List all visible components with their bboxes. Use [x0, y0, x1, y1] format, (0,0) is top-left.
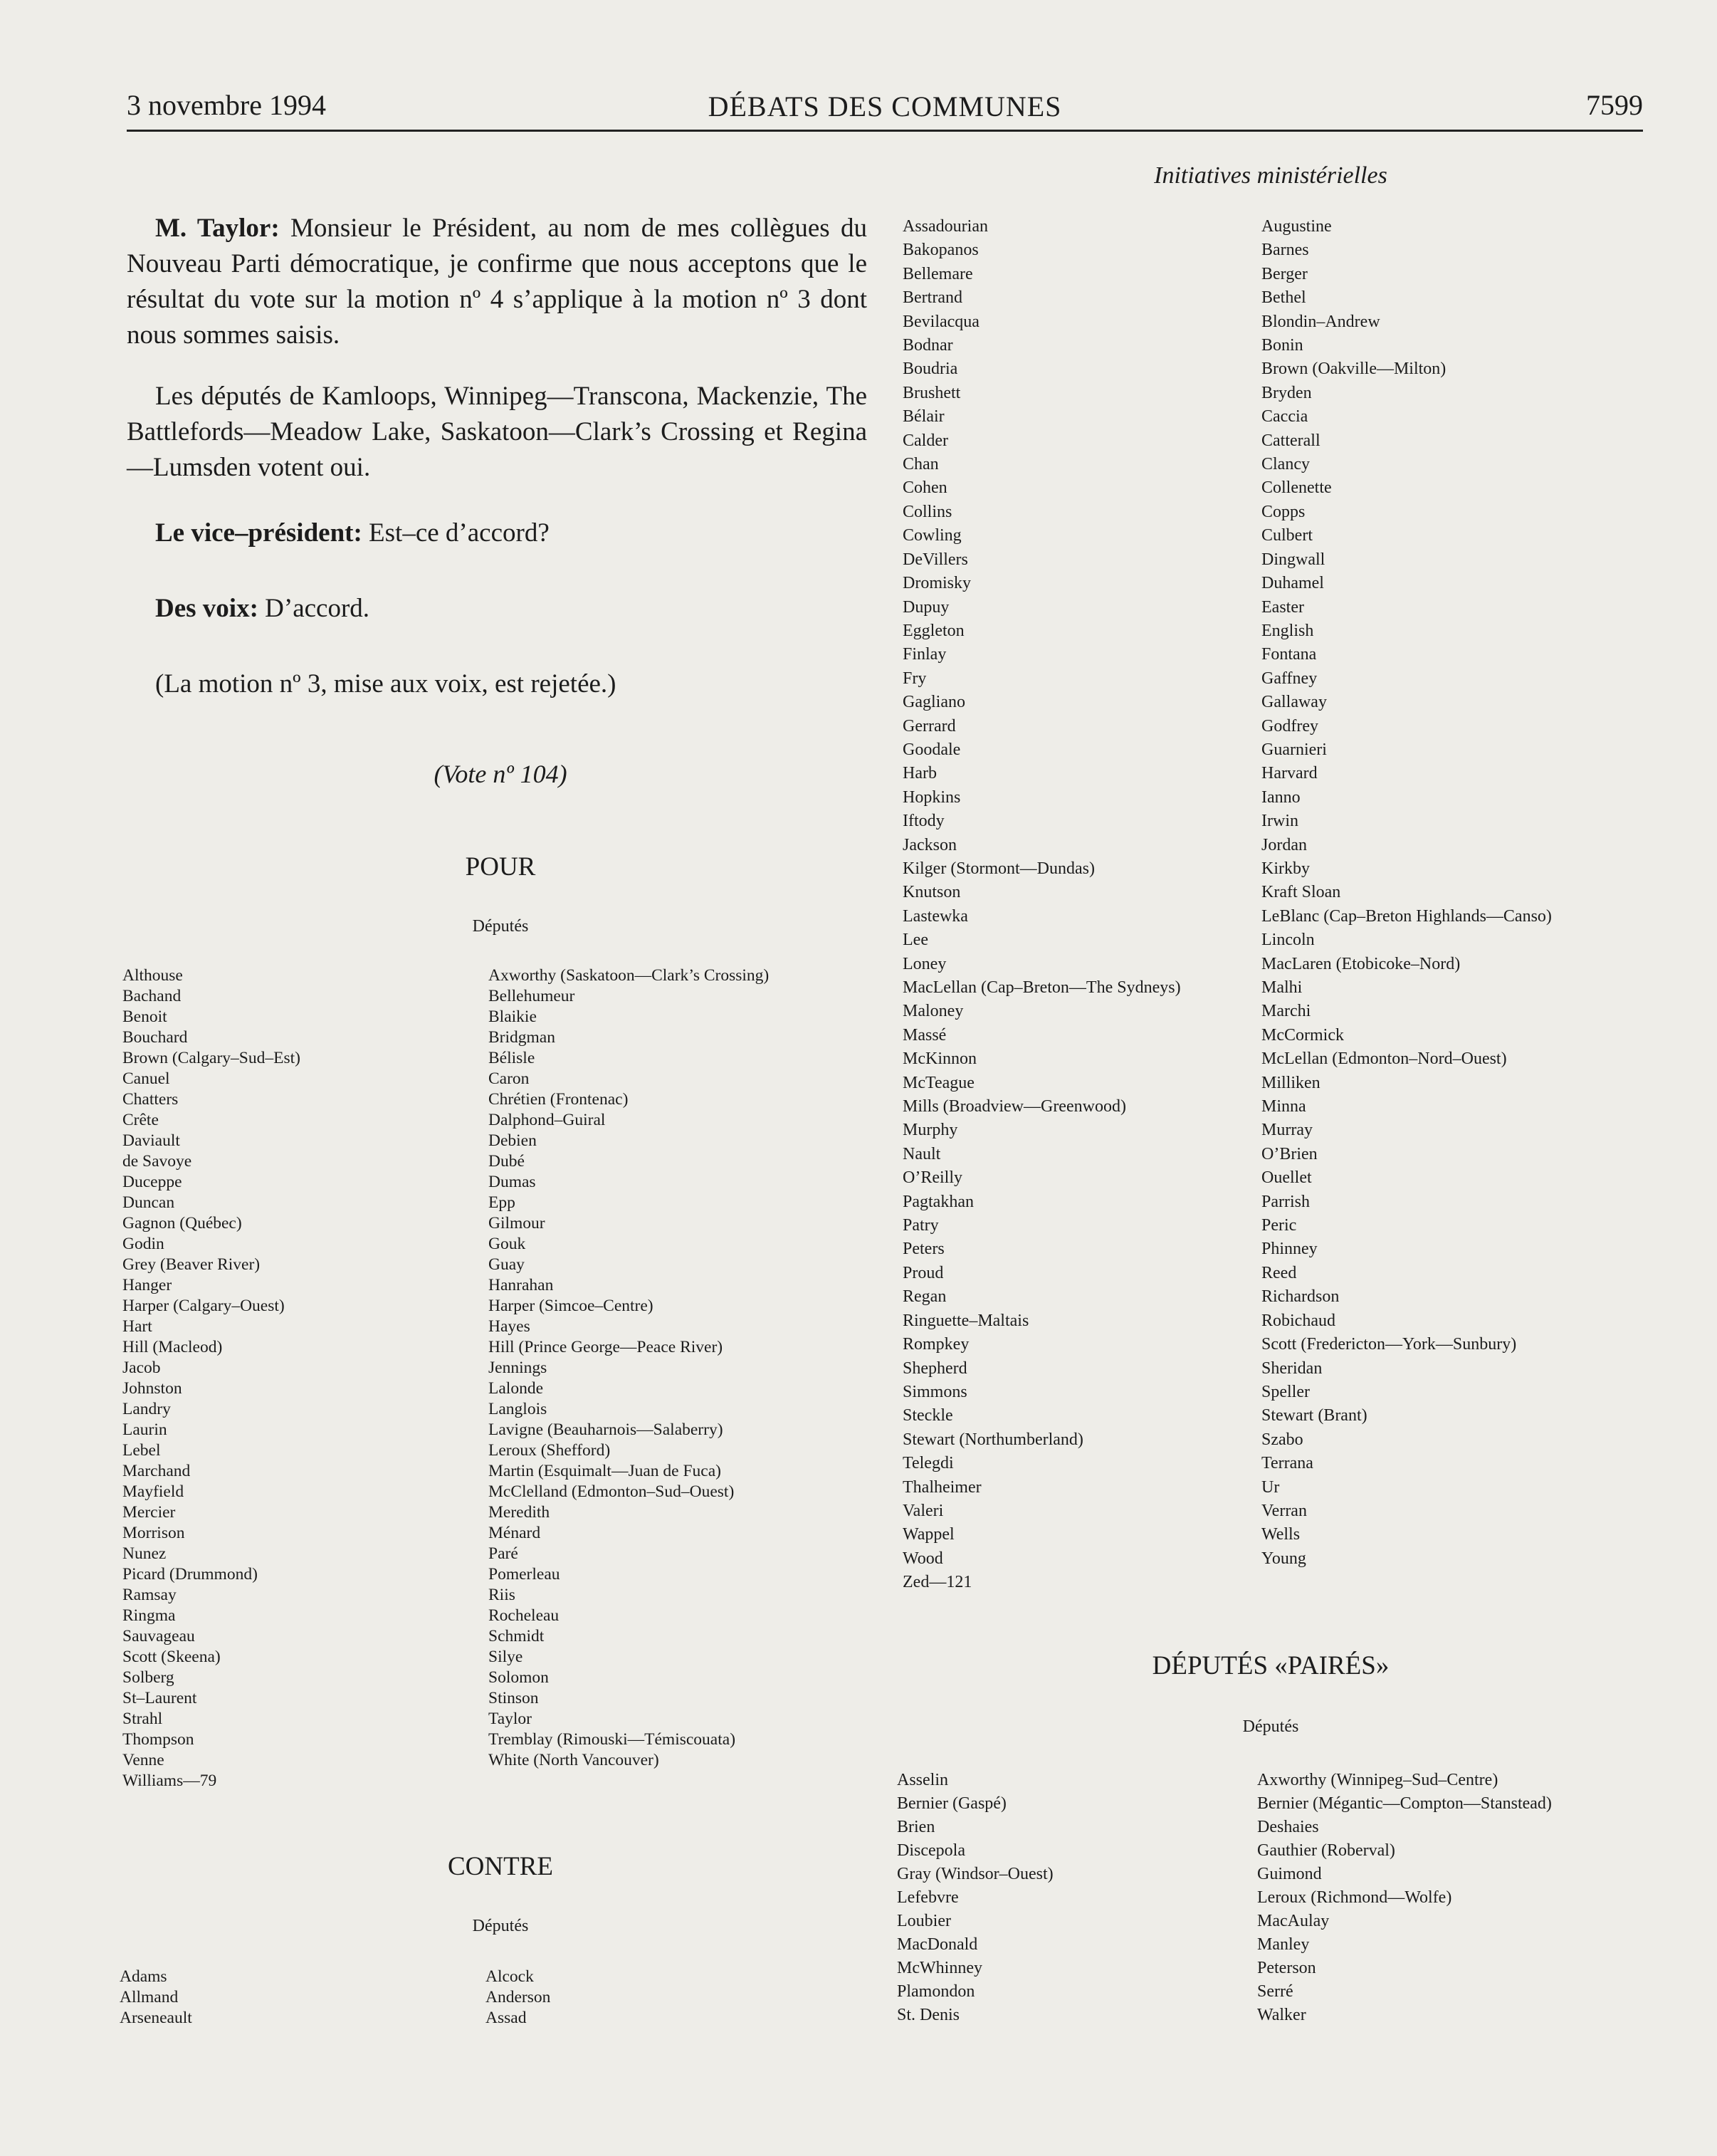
member-name: Scott (Fredericton—York—Sunbury)	[1261, 1335, 1517, 1354]
member-name: Goodale	[903, 740, 961, 759]
member-name: Harb	[903, 764, 937, 783]
member-name: Gagliano	[903, 693, 965, 712]
member-name: Lee	[903, 931, 928, 950]
member-name: Epp	[488, 1193, 515, 1212]
member-name: Paré	[488, 1544, 518, 1563]
member-name: Bonin	[1261, 336, 1303, 355]
member-name: Reed	[1261, 1263, 1297, 1282]
member-name: White (North Vancouver)	[488, 1751, 659, 1769]
member-name: Solomon	[488, 1668, 549, 1687]
member-name: Nault	[903, 1144, 941, 1163]
member-name: Guarnieri	[1261, 740, 1327, 759]
member-name: Patry	[903, 1216, 939, 1235]
member-name: Hill (Prince George—Peace River)	[488, 1338, 723, 1356]
member-name: Landry	[122, 1400, 171, 1418]
member-name: Alcock	[485, 1967, 534, 1986]
member-name: Bellehumeur	[488, 987, 575, 1005]
member-name: Dromisky	[903, 574, 971, 593]
member-name: Williams—79	[122, 1772, 217, 1790]
member-name: McTeague	[903, 1073, 975, 1092]
member-name: Peters	[903, 1240, 945, 1259]
member-name: Harper (Calgary–Ouest)	[122, 1297, 285, 1315]
member-name: English	[1261, 621, 1314, 640]
member-name: Leroux (Shefford)	[488, 1441, 611, 1460]
member-name: Fontana	[1261, 645, 1317, 664]
member-name: Taylor	[488, 1710, 532, 1728]
member-name: MacLaren (Etobicoke–Nord)	[1261, 954, 1461, 973]
member-name: Collenette	[1261, 478, 1332, 498]
speaker-voix: Des voix:	[155, 594, 258, 623]
member-name: Ménard	[488, 1524, 541, 1542]
paragraph-motion-result: (La motion nº 3, mise aux voix, est rejetée.)	[155, 669, 616, 698]
member-name: Gilmour	[488, 1214, 545, 1233]
member-name: Berger	[1261, 264, 1308, 283]
member-name: Irwin	[1261, 812, 1298, 831]
pour-heading: POUR	[465, 852, 536, 881]
member-name: Robichaud	[1261, 1311, 1335, 1330]
member-name: Easter	[1261, 597, 1304, 617]
member-name: Scott (Skeena)	[122, 1648, 221, 1666]
member-name: Kilger (Stormont—Dundas)	[903, 859, 1095, 878]
member-name: Mercier	[122, 1503, 176, 1522]
member-name: McLellan (Edmonton–Nord–Ouest)	[1261, 1050, 1507, 1069]
member-name: Ur	[1261, 1477, 1280, 1497]
member-name: Chan	[903, 455, 939, 474]
member-name: Mills (Broadview—Greenwood)	[903, 1097, 1126, 1116]
member-name: MacDonald	[897, 1935, 978, 1954]
member-name: Catterall	[1261, 431, 1320, 450]
pour-list-col2	[488, 966, 769, 1771]
member-name: Lebel	[122, 1441, 161, 1460]
member-name: Brown (Oakville—Milton)	[1261, 360, 1446, 379]
member-name: Rompkey	[903, 1335, 970, 1354]
section-header: Initiatives ministérielles	[1154, 162, 1387, 189]
member-name: LeBlanc (Cap–Breton Highlands—Canso)	[1261, 906, 1552, 926]
member-name: Culbert	[1261, 526, 1313, 545]
member-name: Marchi	[1261, 1002, 1311, 1021]
member-name: Riis	[488, 1586, 515, 1604]
member-name: Kraft Sloan	[1261, 883, 1341, 902]
member-name: Allmand	[120, 1988, 179, 2006]
member-name: Blaikie	[488, 1008, 537, 1026]
vote-number: (Vote nº 104)	[434, 760, 567, 788]
header-rule	[127, 130, 1643, 132]
member-name: Bellemare	[903, 264, 973, 283]
member-name: Valeri	[903, 1501, 944, 1520]
member-name: Chatters	[122, 1090, 179, 1109]
member-name: Hill (Macleod)	[122, 1338, 223, 1356]
member-name: Steckle	[903, 1406, 953, 1425]
member-name: Pagtakhan	[903, 1192, 974, 1211]
member-name: Cohen	[903, 478, 947, 498]
member-name: Verran	[1261, 1501, 1307, 1520]
member-name: Serré	[1257, 1982, 1293, 2001]
member-name: Bethel	[1261, 288, 1306, 308]
member-name: Collins	[903, 502, 952, 521]
paragraph-taylor	[127, 211, 867, 353]
member-name: Venne	[122, 1751, 164, 1769]
member-name: Peric	[1261, 1216, 1297, 1235]
member-name: Pomerleau	[488, 1565, 560, 1584]
member-name: Richardson	[1261, 1287, 1340, 1307]
member-name: Asselin	[897, 1771, 948, 1789]
member-name: Minna	[1261, 1097, 1306, 1116]
contre-list-col2	[485, 1967, 550, 2029]
member-name: Regan	[903, 1287, 947, 1307]
member-name: Jacob	[122, 1359, 161, 1377]
member-name: Gallaway	[1261, 693, 1327, 712]
member-name: Langlois	[488, 1400, 547, 1418]
paragraph-vice-president	[127, 516, 867, 551]
contre-list-col3	[903, 215, 1181, 1595]
member-name: Fry	[903, 669, 927, 688]
member-name: Murray	[1261, 1121, 1313, 1140]
member-name: Wells	[1261, 1525, 1301, 1544]
member-name: Daviault	[122, 1131, 180, 1150]
member-name: Benoit	[122, 1008, 167, 1026]
member-name: Ouellet	[1261, 1168, 1312, 1188]
member-name: Brien	[897, 1818, 935, 1836]
member-name: Meredith	[488, 1503, 550, 1522]
member-name: Schmidt	[488, 1627, 545, 1645]
member-name: Deshaies	[1257, 1818, 1319, 1836]
member-name: MacLellan (Cap–Breton—The Sydneys)	[903, 978, 1181, 997]
member-name: Bridgman	[488, 1028, 555, 1047]
member-name: Parrish	[1261, 1192, 1310, 1211]
member-name: Knutson	[903, 883, 961, 902]
member-name: Adams	[120, 1967, 167, 1986]
member-name: Arseneault	[120, 2009, 192, 2027]
member-name: Lavigne (Beauharnois—Salaberry)	[488, 1420, 723, 1439]
member-name: Morrison	[122, 1524, 185, 1542]
member-name: Bodnar	[903, 336, 953, 355]
pour-list-col1	[122, 966, 300, 1791]
speaker-taylor: M. Taylor:	[155, 214, 280, 243]
member-name: Peterson	[1257, 1959, 1316, 1977]
member-name: Althouse	[122, 966, 183, 985]
member-name: Godfrey	[1261, 716, 1318, 736]
member-name: Debien	[488, 1131, 537, 1150]
member-name: Bevilacqua	[903, 312, 980, 331]
member-name: Bakopanos	[903, 241, 979, 260]
header-page-number: 7599	[1586, 89, 1643, 121]
paires-list-col2	[1257, 1769, 1552, 2027]
member-name: Loney	[903, 954, 947, 973]
member-name: Assad	[485, 2009, 527, 2027]
member-name: Milliken	[1261, 1073, 1320, 1092]
member-name: Solberg	[122, 1668, 174, 1687]
member-name: O’Reilly	[903, 1168, 962, 1188]
member-name: Canuel	[122, 1069, 170, 1088]
member-name: Tremblay (Rimouski—Témiscouata)	[488, 1730, 736, 1749]
member-name: Duceppe	[122, 1173, 182, 1191]
member-name: Guimond	[1257, 1865, 1322, 1883]
member-name: Gray (Windsor–Ouest)	[897, 1865, 1054, 1883]
contre-list-col1	[120, 1967, 192, 2029]
member-name: Caccia	[1261, 407, 1308, 427]
member-name: Simmons	[903, 1382, 967, 1401]
member-name: Chrétien (Frontenac)	[488, 1090, 629, 1109]
member-name: Telegdi	[903, 1454, 954, 1473]
member-name: Picard (Drummond)	[122, 1565, 258, 1584]
member-name: Duhamel	[1261, 574, 1324, 593]
member-name: Hayes	[488, 1317, 530, 1336]
member-name: Kirkby	[1261, 859, 1310, 878]
member-name: Hart	[122, 1317, 152, 1336]
member-name: Thalheimer	[903, 1477, 982, 1497]
member-name: Stinson	[488, 1689, 539, 1707]
member-name: Gagnon (Québec)	[122, 1214, 242, 1233]
member-name: Bernier (Mégantic—Compton—Stanstead)	[1257, 1794, 1552, 1813]
member-name: Szabo	[1261, 1430, 1303, 1449]
member-name: St. Denis	[897, 2006, 960, 2024]
member-name: MacAulay	[1257, 1912, 1330, 1930]
member-name: Sauvageau	[122, 1627, 195, 1645]
member-name: Duncan	[122, 1193, 175, 1212]
member-name: Caron	[488, 1069, 530, 1088]
member-name: Axworthy (Saskatoon—Clark’s Crossing)	[488, 966, 770, 985]
member-name: Crête	[122, 1111, 159, 1129]
member-name: Young	[1261, 1549, 1306, 1568]
member-name: Iftody	[903, 812, 945, 831]
member-name: Shepherd	[903, 1359, 967, 1378]
member-name: Malhi	[1261, 978, 1303, 997]
paragraph-deputes: Les députés de Kamloops, Winnipeg—Transcona, Mackenzie, The Battlefords—Meadow Lake, Saskatoon—Clark’s Crossing et Regina—Lumsden votent oui.	[127, 382, 867, 482]
member-name: Assadourian	[903, 217, 988, 236]
member-name: Massé	[903, 1025, 947, 1045]
member-name: Bouchard	[122, 1028, 188, 1047]
member-name: Gerrard	[903, 716, 956, 736]
member-name: Nunez	[122, 1544, 167, 1563]
paragraph-vice-president-text: Est–ce d’accord?	[369, 518, 550, 548]
member-name: Guay	[488, 1255, 525, 1274]
member-name: Dubé	[488, 1152, 525, 1171]
member-name: Clancy	[1261, 455, 1310, 474]
member-name: Dupuy	[903, 597, 950, 617]
member-name: Lalonde	[488, 1379, 543, 1398]
member-name: Copps	[1261, 502, 1306, 521]
member-name: Phinney	[1261, 1240, 1318, 1259]
member-name: Zed—121	[903, 1573, 972, 1592]
member-name: de Savoye	[122, 1152, 192, 1171]
member-name: Blondin–Andrew	[1261, 312, 1380, 331]
member-name: DeVillers	[903, 550, 968, 569]
member-name: Bélisle	[488, 1049, 535, 1067]
member-name: Martin (Esquimalt—Juan de Fuca)	[488, 1462, 721, 1480]
member-name: Ringma	[122, 1606, 176, 1625]
contre-list-col4	[1261, 215, 1552, 1571]
member-name: Strahl	[122, 1710, 163, 1728]
member-name: Bernier (Gaspé)	[897, 1794, 1007, 1813]
member-name: Ringuette–Maltais	[903, 1311, 1029, 1330]
speaker-vice-president: Le vice–président:	[155, 518, 362, 548]
member-name: Dingwall	[1261, 550, 1325, 569]
member-name: Wappel	[903, 1525, 955, 1544]
paires-list-col1	[897, 1769, 1054, 2027]
member-name: Cowling	[903, 526, 962, 545]
member-name: Rocheleau	[488, 1606, 560, 1625]
member-name: Grey (Beaver River)	[122, 1255, 261, 1274]
member-name: Brown (Calgary–Sud–Est)	[122, 1049, 300, 1067]
header-date: 3 novembre 1994	[127, 89, 326, 121]
member-name: Barnes	[1261, 241, 1309, 260]
paires-subheading: Députés	[1242, 1717, 1299, 1736]
member-name: O’Brien	[1261, 1144, 1318, 1163]
member-name: Hopkins	[903, 787, 961, 807]
pour-subheading: Députés	[472, 917, 529, 936]
member-name: Loubier	[897, 1912, 951, 1930]
member-name: Dumas	[488, 1173, 536, 1191]
member-name: Gaffney	[1261, 669, 1318, 688]
member-name: Murphy	[903, 1121, 958, 1140]
member-name: Plamondon	[897, 1982, 975, 2001]
contre-subheading: Députés	[472, 1917, 529, 1935]
member-name: Mayfield	[122, 1482, 184, 1501]
member-name: Eggleton	[903, 621, 965, 640]
member-name: Dalphond–Guiral	[488, 1111, 606, 1129]
member-name: Stewart (Northumberland)	[903, 1430, 1083, 1449]
member-name: Walker	[1257, 2006, 1306, 2024]
member-name: Maloney	[903, 1002, 964, 1021]
member-name: Finlay	[903, 645, 947, 664]
member-name: Boudria	[903, 360, 958, 379]
member-name: McWhinney	[897, 1959, 982, 1977]
member-name: Marchand	[122, 1462, 191, 1480]
member-name: Manley	[1257, 1935, 1310, 1954]
member-name: St–Laurent	[122, 1689, 197, 1707]
member-name: Discepola	[897, 1841, 965, 1860]
member-name: Harvard	[1261, 764, 1318, 783]
member-name: Johnston	[122, 1379, 182, 1398]
member-name: Harper (Simcoe–Centre)	[488, 1297, 653, 1315]
member-name: Laurin	[122, 1420, 167, 1439]
member-name: Speller	[1261, 1382, 1310, 1401]
member-name: Augustine	[1261, 217, 1332, 236]
member-name: Bertrand	[903, 288, 962, 308]
member-name: Axworthy (Winnipeg–Sud–Centre)	[1257, 1771, 1498, 1789]
contre-heading: CONTRE	[448, 1852, 553, 1881]
member-name: Stewart (Brant)	[1261, 1406, 1367, 1425]
member-name: Bryden	[1261, 383, 1312, 402]
member-name: Brushett	[903, 383, 961, 402]
paragraph-voix	[127, 591, 867, 627]
member-name: Gauthier (Roberval)	[1257, 1841, 1395, 1860]
member-name: Bachand	[122, 987, 182, 1005]
member-name: Anderson	[485, 1988, 551, 2006]
member-name: McClelland (Edmonton–Sud–Ouest)	[488, 1482, 735, 1501]
member-name: Ramsay	[122, 1586, 177, 1604]
member-name: Proud	[903, 1263, 944, 1282]
paragraph-voix-text: D’accord.	[265, 594, 370, 623]
page-header	[127, 84, 1643, 134]
member-name: Godin	[122, 1235, 164, 1253]
member-name: Lincoln	[1261, 931, 1315, 950]
member-name: McCormick	[1261, 1025, 1344, 1045]
member-name: Wood	[903, 1549, 943, 1568]
paragraph-taylor-text: Monsieur le Président, au nom de mes collègues du Nouveau Parti démocratique, je confirme que nous acceptons que le résultat du vote sur la motion nº 4 s’applique à la motion nº 3 dont nous sommes saisis.	[127, 214, 867, 350]
member-name: Gouk	[488, 1235, 526, 1253]
member-name: Bélair	[903, 407, 945, 427]
member-name: Ianno	[1261, 787, 1301, 807]
paires-heading: DÉPUTÉS «PAIRÉS»	[1152, 1651, 1390, 1680]
member-name: Jordan	[1261, 835, 1307, 854]
header-title: DÉBATS DES COMMUNES	[708, 90, 1062, 122]
member-name: Thompson	[122, 1730, 194, 1749]
member-name: Hanrahan	[488, 1276, 554, 1294]
member-name: Lefebvre	[897, 1888, 959, 1907]
member-name: McKinnon	[903, 1050, 977, 1069]
member-name: Calder	[903, 431, 948, 450]
member-name: Silye	[488, 1648, 523, 1666]
member-name: Lastewka	[903, 906, 968, 926]
member-name: Jackson	[903, 835, 957, 854]
member-name: Jennings	[488, 1359, 547, 1377]
member-name: Leroux (Richmond—Wolfe)	[1257, 1888, 1452, 1907]
member-name: Hanger	[122, 1276, 172, 1294]
member-name: Terrana	[1261, 1454, 1313, 1473]
member-name: Sheridan	[1261, 1359, 1323, 1378]
